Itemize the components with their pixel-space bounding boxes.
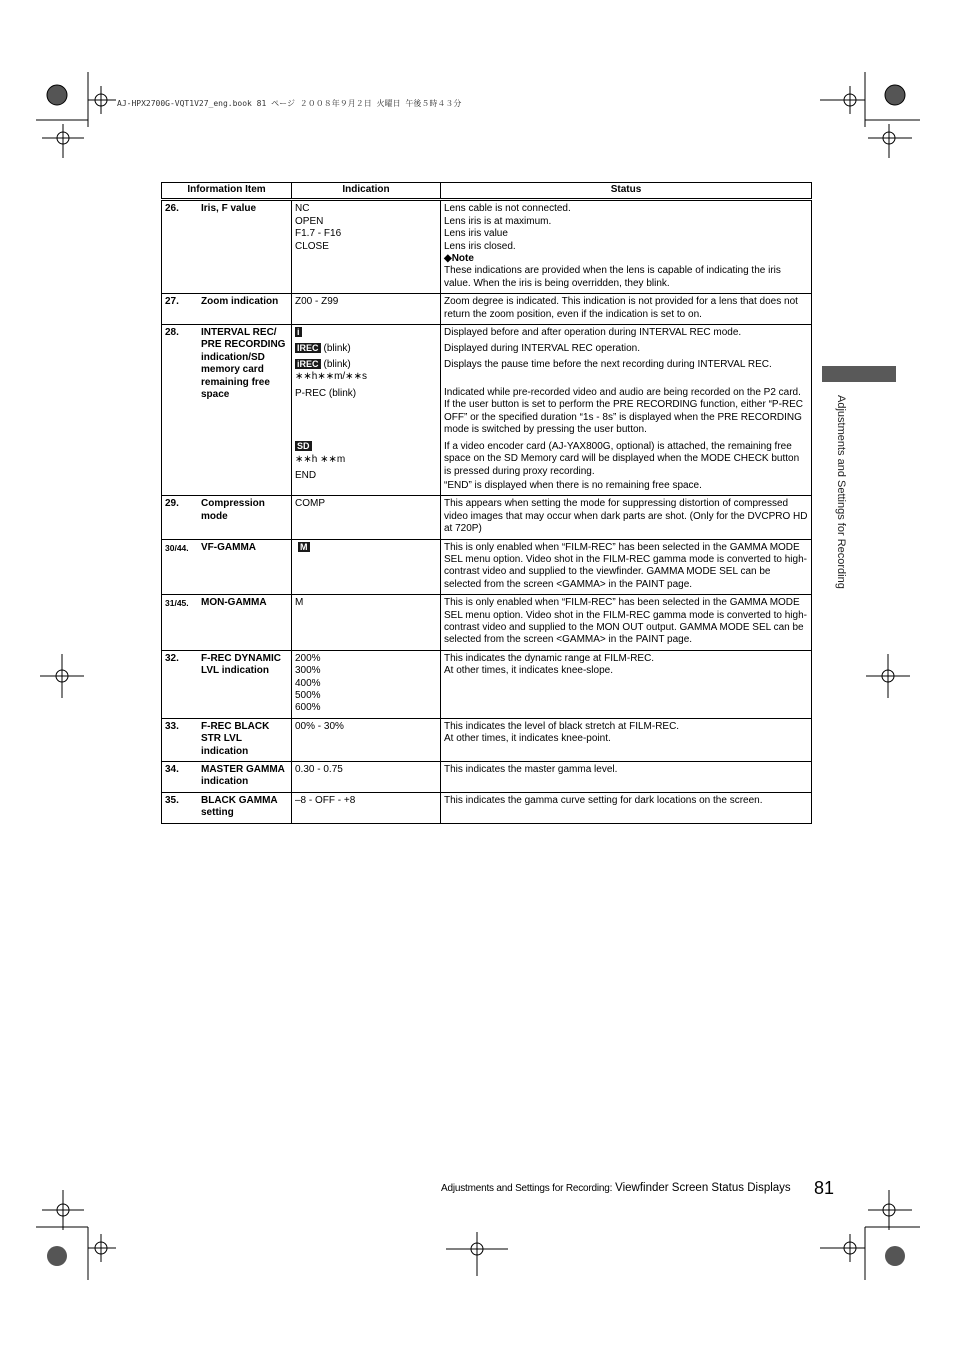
status-line: Displayed during INTERVAL REC operation. [444, 343, 641, 355]
row-number: 28. [165, 327, 179, 339]
indication-line: F1.7 - F16 [295, 228, 342, 240]
table-row [162, 294, 812, 325]
header-status: Status [441, 183, 812, 200]
row-number: 35. [165, 794, 179, 806]
table-row [162, 718, 812, 761]
row-item: MASTER GAMMA indication [201, 764, 285, 788]
table-row [162, 650, 812, 718]
section-side-title: Adjustments and Settings for Recording [835, 395, 847, 589]
indication-line: 600% [295, 702, 321, 714]
status-line: Zoom degree is indicated. This indication is not provided for a lens that does not return the zoom position, even if the indication is set to on. [444, 296, 798, 320]
status-line: This indicates the level of black stretch at FILM-REC. [444, 720, 680, 732]
interval-badge-icon: i [297, 327, 300, 338]
footer-breadcrumb [441, 1182, 791, 1194]
footer-subsection: Viewfinder Screen Status Displays [615, 1182, 791, 1194]
status-line: Indicated while pre-recorded video and audio are being recorded on the P2 card. If the user button is set to perform the PRE RECORDING function, either “P-REC OFF” or the specified duration “1s - 8s” is displayed when the PRE RECORDING mode is switched by pressing the user button. [444, 387, 804, 436]
indication-line: NC [295, 203, 310, 215]
table-row [162, 792, 812, 823]
row-item: Zoom indication [201, 296, 279, 308]
status-info-table [161, 182, 812, 824]
section-tab-marker [822, 366, 896, 382]
status-line: This indicates the gamma curve setting for dark locations on the screen. [444, 794, 763, 806]
indication-line: M [295, 597, 304, 609]
status-line: Lens iris value [444, 228, 508, 240]
registration-mark-top-right [820, 72, 920, 162]
header-information-item: Information Item [162, 183, 292, 200]
status-line: At other times, it indicates knee-point. [444, 733, 611, 745]
indication-line: 300% [295, 665, 321, 677]
irec-badge-icon: IREC [297, 343, 319, 354]
row-item: Compression mode [201, 498, 265, 522]
indication-line: 200% [295, 652, 321, 664]
indication-line: END [295, 470, 317, 482]
status-line: This indicates the master gamma level. [444, 764, 618, 776]
indication-line: Z00 - Z99 [295, 296, 339, 308]
row-item: BLACK GAMMA setting [201, 794, 278, 819]
m-badge-icon: M [300, 541, 308, 552]
row-number: 30/44. [165, 542, 189, 553]
indication-line: (blink) [323, 359, 351, 371]
row-number: 29. [165, 498, 179, 510]
note-text: These indications are provided when the lens is capable of indicating the iris value. When the iris is being overridden, they blink. [444, 265, 781, 289]
row-number: 32. [165, 652, 179, 664]
indication-line: 400% [295, 677, 321, 689]
registration-mark-bottom-right [820, 1185, 920, 1280]
indication-line: –8 - OFF - +8 [295, 794, 356, 806]
row-number: 26. [165, 203, 179, 215]
row-item: Iris, F value [201, 203, 257, 215]
print-header-line: AJ-HPX2700G-VQT1V27_eng.book 81 ページ ２００８年９月２日 火曜日 午後５時４３分 [117, 99, 462, 108]
status-line: This indicates the dynamic range at FILM-REC. [444, 652, 655, 664]
table-row [162, 325, 812, 496]
status-line: At other times, it indicates knee-slope. [444, 665, 613, 677]
table-row [162, 762, 812, 793]
row-item: F-REC BLACK STR LVL indication [201, 720, 270, 757]
status-line: If a video encoder card (AJ-YAX800G, optional) is attached, the remaining free space on the SD Memory card will be displayed when the MODE CHECK button is pressed during proxy recording. [444, 440, 800, 477]
status-line: Displays the pause time before the next recording during INTERVAL REC. [444, 359, 772, 371]
table-row [162, 595, 812, 651]
row-item: VF-GAMMA [201, 541, 256, 553]
status-line: Displayed before and after operation during INTERVAL REC mode. [444, 327, 742, 339]
row-item: F-REC DYNAMIC LVL indication [201, 652, 281, 677]
table-row [162, 200, 812, 294]
table-row [162, 539, 812, 595]
indication-line: 0.30 - 0.75 [295, 764, 343, 776]
registration-mark-bottom-center [446, 1232, 508, 1276]
indication-line: 00% - 30% [295, 720, 344, 732]
row-number: 34. [165, 764, 179, 776]
indication-line: ∗∗h ∗∗m [295, 453, 346, 465]
header-indication: Indication [292, 183, 441, 200]
table-row [162, 496, 812, 539]
indication-line: COMP [295, 498, 325, 510]
indication-line: CLOSE [295, 240, 329, 252]
status-line: This is only enabled when “FILM-REC” has been selected in the GAMMA MODE SEL menu option. Video shot in the FILM-REC gamma mode is converted to high-contrast video and supplied to the MON OUT output. GAMMA MODE SEL can be selected from the screen <GAMMA> in the PAINT page. [444, 597, 807, 646]
registration-mark-mid-left [40, 654, 84, 698]
status-line: This appears when setting the mode for suppressing distortion of compressed video images that may occur when dark parts are shot. (Only for the DVCPRO HD at 720P) [444, 498, 808, 535]
indication-line: (blink) [323, 343, 351, 355]
page-number: 81 [814, 1178, 835, 1198]
status-line: Lens iris closed. [444, 240, 516, 252]
sd-badge-icon: SD [297, 441, 310, 452]
note-label: ◆Note [444, 253, 474, 265]
row-number: 33. [165, 720, 179, 732]
status-line: “END” is displayed when there is no remaining free space. [444, 479, 702, 491]
indication-line: P-REC (blink) [295, 387, 357, 399]
registration-mark-mid-right [866, 654, 910, 698]
status-line: Lens cable is not connected. [444, 203, 571, 215]
table-header-row [162, 183, 812, 200]
registration-mark-bottom-left [36, 1185, 126, 1280]
status-line: Lens iris is at maximum. [444, 215, 552, 227]
registration-mark-top-left [36, 72, 126, 162]
status-line: This is only enabled when “FILM-REC” has been selected in the GAMMA MODE SEL menu option. Video shot in the FILM-REC gamma mode is converted to high-contrast video and supplied to the viewfinder. GAMMA MODE SEL can be selected from the screen <GAMMA> in the PAINT page. [444, 541, 807, 590]
row-number: 27. [165, 296, 179, 308]
indication-line: OPEN [295, 215, 324, 227]
indication-line: 500% [295, 690, 321, 701]
irec-pause-badge-icon: iREC [297, 359, 319, 370]
row-item: MON-GAMMA [201, 597, 267, 609]
footer-section: Adjustments and Settings for Recording: [441, 1183, 613, 1194]
row-item: INTERVAL REC/ PRE RECORDING indication/SD memory card remaining free space [201, 327, 286, 401]
indication-line: ∗∗h∗∗m/∗∗s [295, 371, 367, 383]
row-number: 31/45. [165, 598, 189, 609]
